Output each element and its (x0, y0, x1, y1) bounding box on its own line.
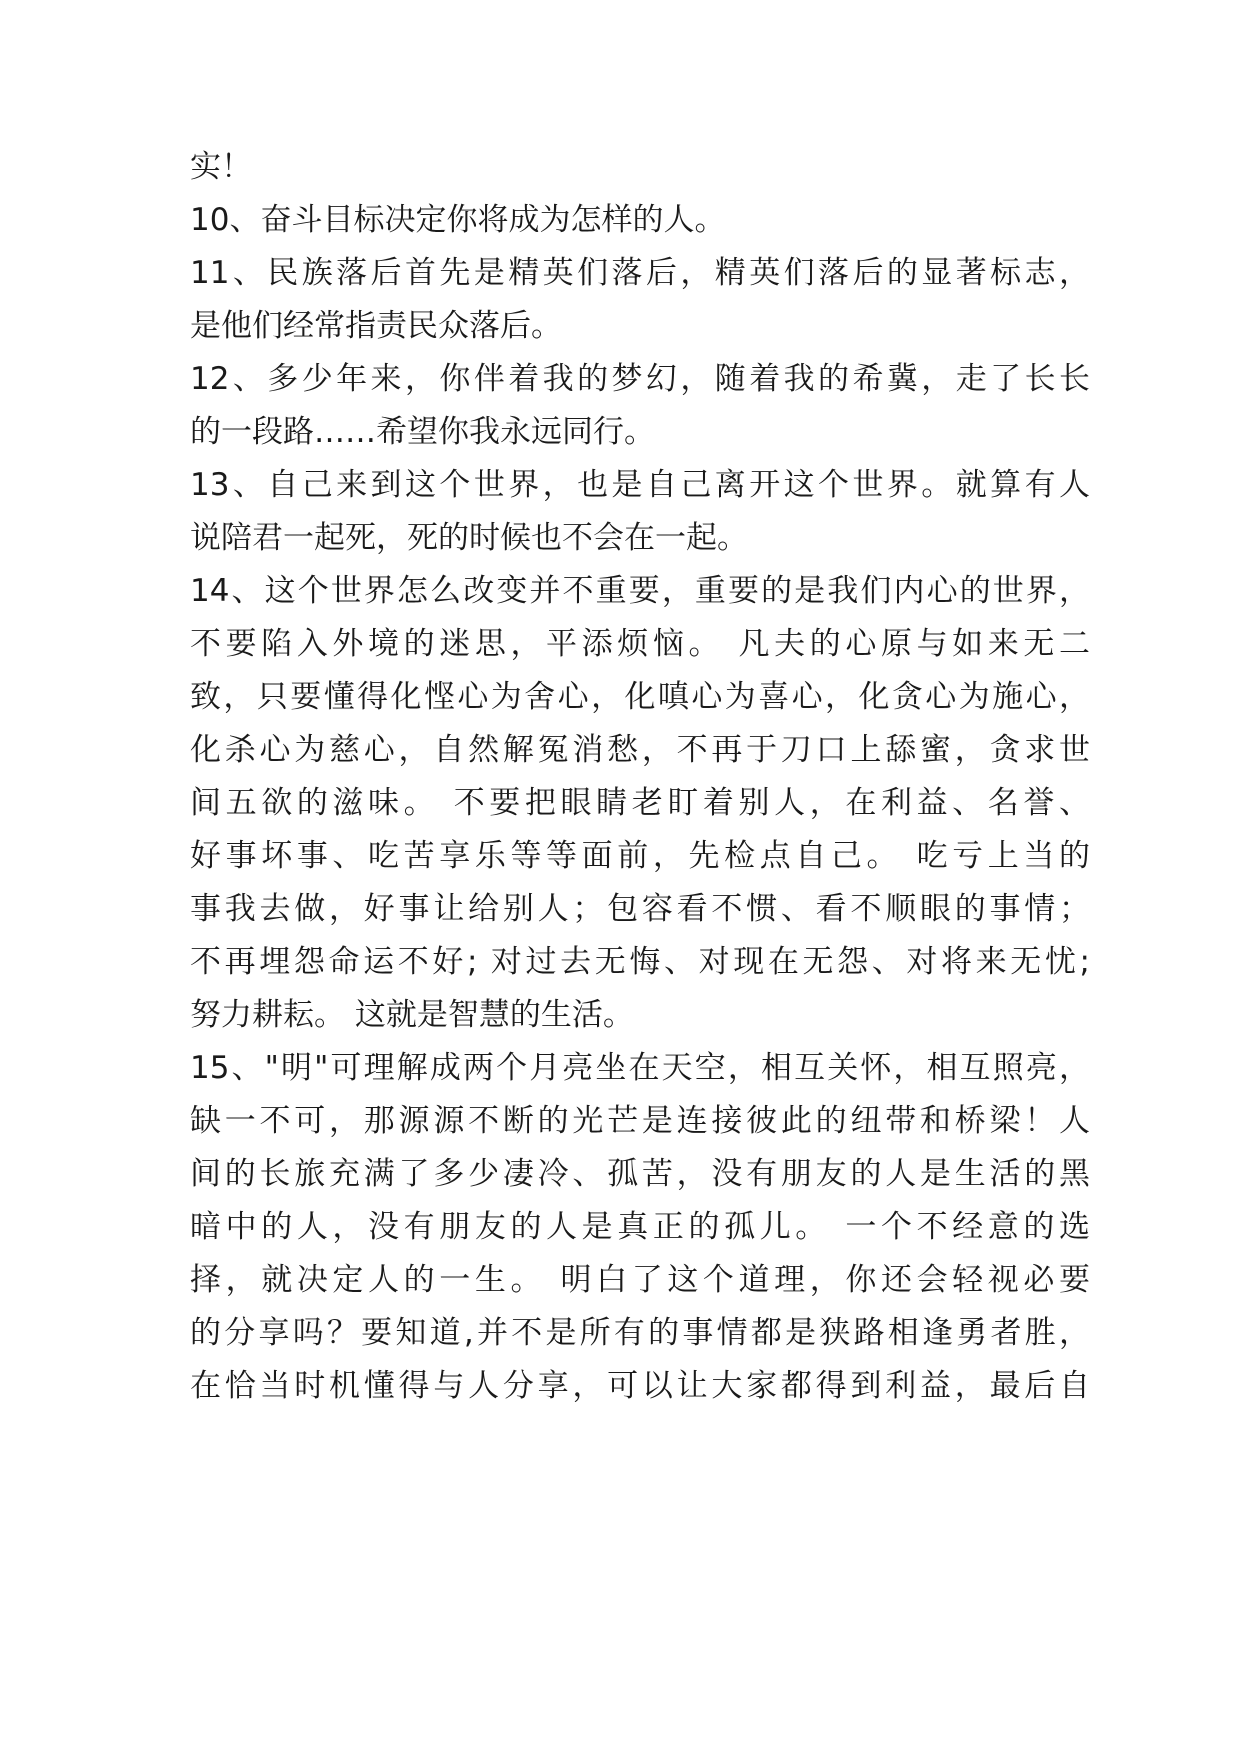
text-line: 事我去做，好事让给别人；包容看不惯、看不顺眼的事情； (190, 891, 1090, 927)
text-line: 11、民族落后首先是精英们落后，精英们落后的显著标志， (190, 255, 1090, 291)
text-line: 化杀心为慈心，自然解冤消愁，不再于刀口上舔蜜，贪求世 (190, 732, 1090, 768)
text-line: 14、这个世界怎么改变并不重要，重要的是我们内心的世界， (190, 573, 1090, 609)
text-line: 缺一不可，那源源不断的光芒是连接彼此的纽带和桥梁！人 (190, 1103, 1090, 1139)
text-line: 12、多少年来，你伴着我的梦幻，随着我的希冀，走了长长 (190, 361, 1090, 397)
text-line: 13、自己来到这个世界，也是自己离开这个世界。就算有人 (190, 467, 1090, 503)
text-line: 15、"明"可理解成两个月亮坐在天空，相互关怀，相互照亮， (190, 1050, 1090, 1086)
text-line: 间的长旅充满了多少凄冷、孤苦，没有朋友的人是生活的黑 (190, 1156, 1090, 1192)
text-line: 好事坏事、吃苦享乐等等面前，先检点自己。 吃亏上当的 (190, 838, 1090, 874)
text-line: 暗中的人，没有朋友的人是真正的孤儿。 一个不经意的选 (190, 1209, 1090, 1245)
text-line: 实！ (190, 149, 252, 185)
text-line: 间五欲的滋味。 不要把眼睛老盯着别人，在利益、名誉、 (190, 785, 1090, 821)
text-line: 择，就决定人的一生。 明白了这个道理，你还会轻视必要 (190, 1262, 1090, 1298)
text-line: 的一段路……希望你我永远同行。 (190, 414, 655, 450)
text-line: 的分享吗？要知道,并不是所有的事情都是狭路相逢勇者胜， (190, 1315, 1090, 1351)
text-line: 努力耕耘。 这就是智慧的生活。 (190, 997, 634, 1033)
text-line: 不要陷入外境的迷思，平添烦恼。 凡夫的心原与如来无二 (190, 626, 1090, 662)
text-line: 说陪君一起死，死的时候也不会在一起。 (190, 520, 748, 556)
text-line: 是他们经常指责民众落后。 (190, 308, 562, 344)
text-line: 在恰当时机懂得与人分享，可以让大家都得到利益，最后自 (190, 1368, 1090, 1404)
text-line: 10、奋斗目标决定你将成为怎样的人。 (190, 202, 726, 238)
text-line: 致，只要懂得化悭心为舍心，化嗔心为喜心，化贪心为施心， (190, 679, 1090, 715)
text-line: 不再埋怨命运不好; 对过去无悔、对现在无怨、对将来无忧; (190, 944, 1090, 980)
